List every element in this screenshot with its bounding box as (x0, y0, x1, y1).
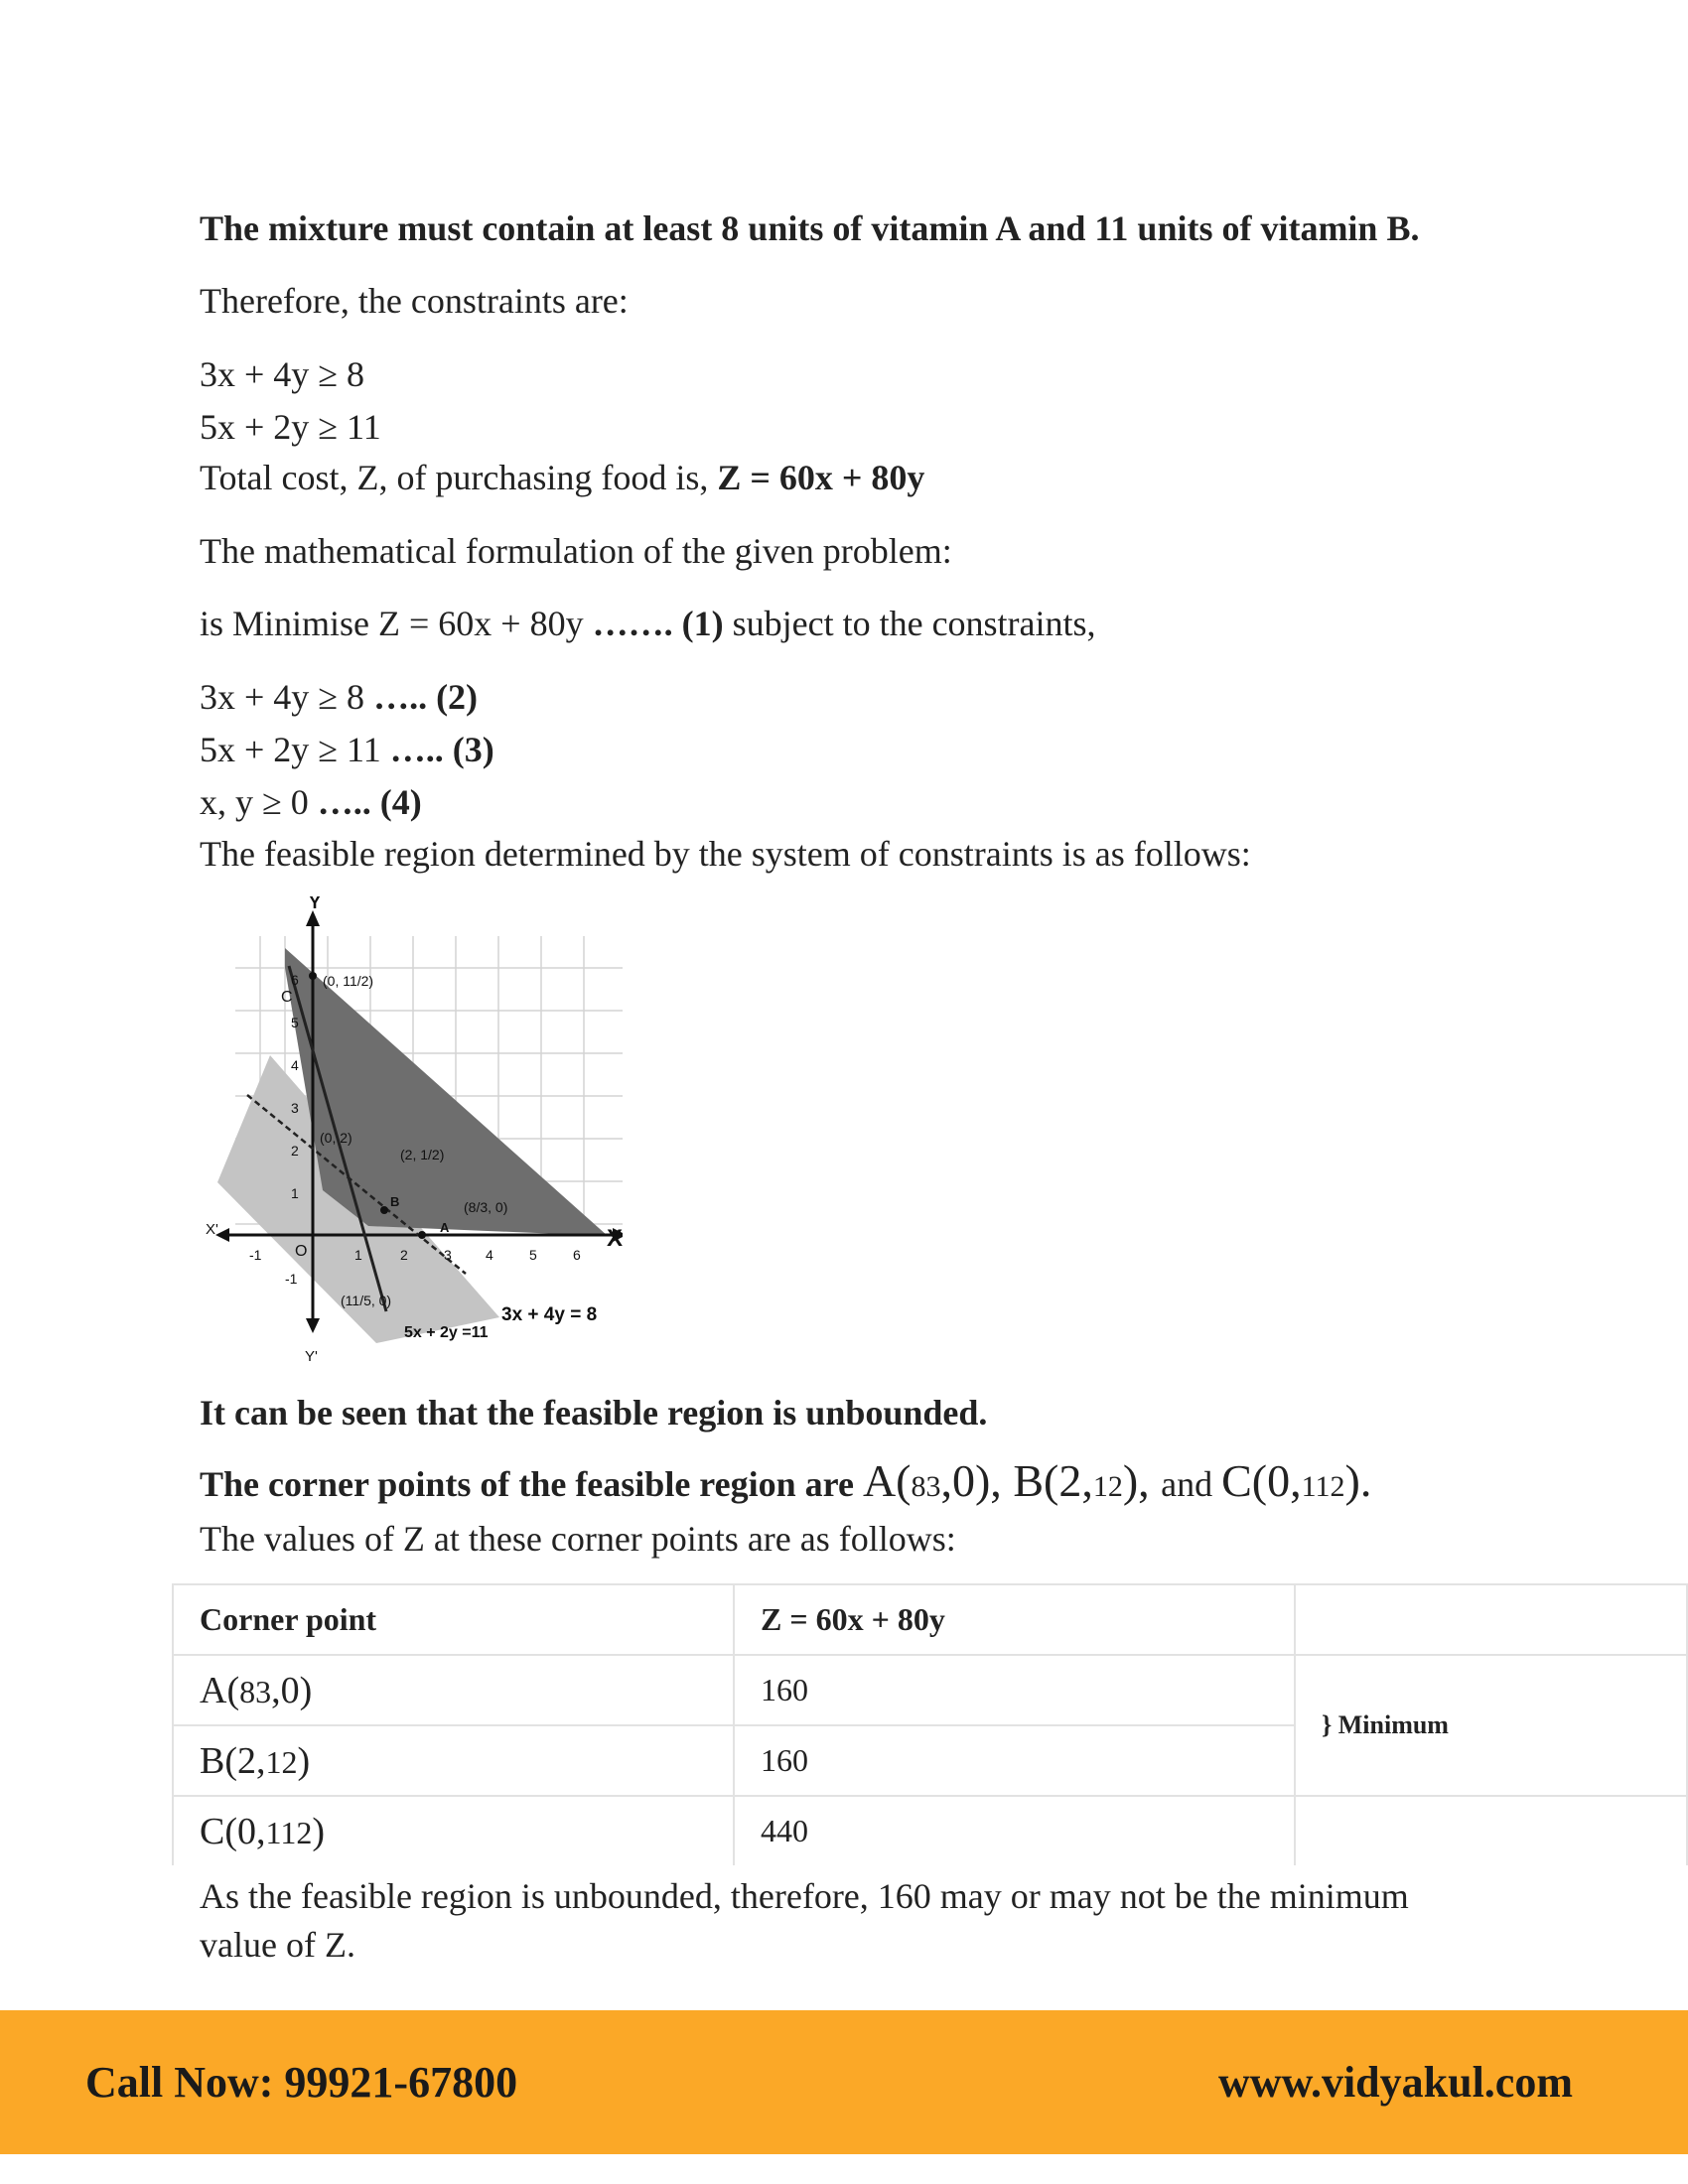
corner-a: A( (862, 1455, 912, 1506)
corner-cell-text: A( (200, 1669, 240, 1711)
y-axis-neg-label: Y' (305, 1348, 318, 1363)
y-tick: 2 (291, 1143, 299, 1159)
equation-4-text: x, y ≥ 0 (200, 782, 318, 822)
corner-points-line (200, 1455, 1372, 1509)
header-corner-point: Corner point (173, 1584, 734, 1655)
table-row (173, 1796, 1687, 1865)
feasible-region (285, 948, 608, 1236)
minimise-line (200, 602, 1096, 645)
corner-c: C(0, (1221, 1455, 1302, 1506)
corner-cell-end: ) (312, 1810, 325, 1852)
point-b-label: B (390, 1194, 400, 1209)
equation-4-tag: ….. (4) (317, 782, 422, 822)
cost-prefix: Total cost, Z, of purchasing food is, (200, 458, 718, 497)
conclusion-line-1: As the feasible region is unbounded, therefore, 160 may or may not be the minimum (200, 1876, 1409, 1916)
equation-3-tag: ….. (3) (389, 730, 494, 769)
point-b (380, 1206, 388, 1214)
y-axis-neg-arrow (306, 1318, 320, 1333)
y-tick: 4 (291, 1057, 299, 1073)
x-tick: 3 (444, 1247, 452, 1263)
x-tick: 6 (573, 1247, 581, 1263)
equation-3-text: 5x + 2y ≥ 11 (200, 730, 390, 769)
corner-cell-end: ) (297, 1739, 311, 1782)
corner-cell-num: 83 (239, 1673, 272, 1709)
table-row (173, 1655, 1687, 1725)
constraint-2: 5x + 2y ≥ 11 (200, 407, 381, 447)
corner-a-end: ,0), (940, 1455, 1014, 1506)
intro-line: The mixture must contain at least 8 units of vitamin A and 11 units of vitamin B. (200, 208, 1420, 248)
y-tick: 5 (291, 1015, 299, 1030)
equation-2 (200, 675, 478, 719)
corner-cell (173, 1796, 734, 1865)
y-axis-label: Y (309, 896, 322, 912)
x-axis-neg-label: X' (206, 1221, 218, 1238)
y-axis-arrow (306, 910, 320, 926)
x-tick: 1 (354, 1247, 362, 1263)
line-3x-4y-8-label: 3x + 4y = 8 (501, 1304, 598, 1325)
y-tick: -1 (285, 1271, 298, 1287)
y-tick: 1 (291, 1185, 299, 1201)
corner-cell-num: 12 (265, 1743, 298, 1780)
point-a-coord: (8/3, 0) (464, 1199, 508, 1215)
point-02-coord: (0, 2) (320, 1130, 352, 1146)
corner-values-table (172, 1583, 1688, 1865)
header-empty (1295, 1584, 1687, 1655)
equation-4 (200, 780, 422, 824)
line-5x-2y-11-label: 5x + 2y =11 (404, 1324, 489, 1341)
corner-prefix: The corner points of the feasible region are (200, 1464, 863, 1504)
z-value-cell: 160 (734, 1725, 1295, 1796)
minimise-tag: ……. (1) (592, 604, 724, 643)
call-now-text[interactable]: Call Now: 99921-67800 (85, 2058, 518, 2107)
table-header-row (173, 1584, 1687, 1655)
footer-banner (0, 2010, 1688, 2154)
conclusion-line-2: value of Z. (200, 1925, 355, 1965)
point-c (309, 972, 317, 980)
feasible-region-graph (206, 896, 623, 1363)
minimise-suffix: subject to the constraints, (723, 604, 1096, 643)
cost-formula: Z = 60x + 80y (717, 458, 925, 497)
corner-a-num: 83 (911, 1470, 941, 1503)
corner-and: and (1161, 1464, 1222, 1504)
values-intro: The values of Z at these corner points are as follows: (200, 1519, 956, 1559)
minimise-prefix: is Minimise Z = 60x + 80y (200, 604, 593, 643)
z-value-cell: 160 (734, 1655, 1295, 1725)
x-axis-label: X (607, 1225, 623, 1252)
corner-cell (173, 1655, 734, 1725)
unbounded-line: It can be seen that the feasible region is unbounded. (200, 1393, 988, 1433)
x-tick: 5 (529, 1247, 537, 1263)
corner-b-end: ), (1122, 1455, 1162, 1506)
corner-b-num: 12 (1092, 1470, 1123, 1503)
formulation-intro: The mathematical formulation of the given problem: (200, 531, 952, 571)
constraints-intro: Therefore, the constraints are: (200, 281, 629, 321)
z-value-cell: 440 (734, 1796, 1295, 1865)
point-c-label: C (281, 989, 293, 1006)
minimum-label: } Minimum (1295, 1655, 1687, 1796)
equation-3 (200, 728, 494, 771)
header-z: Z = 60x + 80y (734, 1584, 1295, 1655)
x-tick: 2 (400, 1247, 408, 1263)
empty-cell (1295, 1796, 1687, 1865)
corner-cell (173, 1725, 734, 1796)
corner-cell-text: B(2, (200, 1739, 266, 1782)
corner-cell-end: ,0) (271, 1669, 313, 1711)
y-tick: 6 (291, 972, 299, 988)
corner-c-num: 112 (1301, 1470, 1345, 1503)
corner-cell-num: 112 (265, 1814, 313, 1850)
corner-cell-text: C(0, (200, 1810, 266, 1852)
origin-label: O (295, 1243, 308, 1260)
cost-line (200, 456, 924, 499)
region-intro: The feasible region determined by the system of constraints is as follows: (200, 834, 1251, 874)
equation-2-tag: ….. (2) (373, 677, 479, 717)
point-a-label: A (440, 1220, 450, 1235)
corner-b: B(2, (1013, 1455, 1093, 1506)
corner-c-end: ). (1344, 1455, 1372, 1506)
point-b-coord: (2, 1/2) (400, 1147, 445, 1162)
constraint-1: 3x + 4y ≥ 8 (200, 354, 365, 394)
equation-2-text: 3x + 4y ≥ 8 (200, 677, 374, 717)
x-tick: -1 (249, 1247, 262, 1263)
point-c-coord: (0, 11/2) (323, 973, 374, 989)
x-tick: 4 (486, 1247, 493, 1263)
website-link[interactable]: www.vidyakul.com (1218, 2058, 1573, 2107)
y-tick: 3 (291, 1100, 299, 1116)
point-a (418, 1231, 426, 1239)
point-115-coord: (11/5, 0) (341, 1293, 392, 1308)
